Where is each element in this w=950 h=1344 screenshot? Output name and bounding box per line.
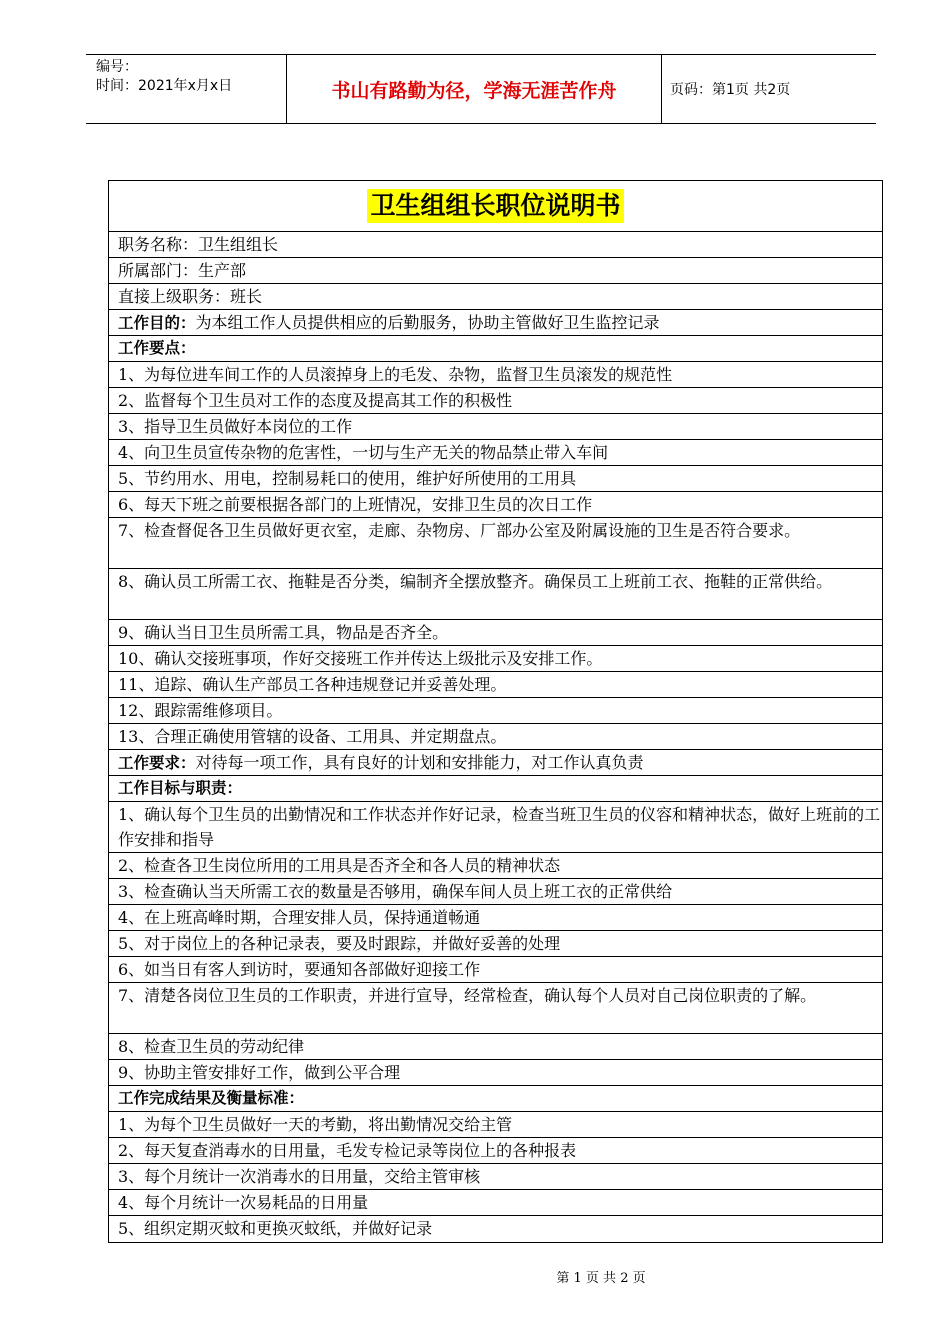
list-item: 1、为每个卫生员做好一天的考勤，将出勤情况交给主管	[109, 1112, 882, 1138]
list-item: 2、每天复查消毒水的日用量，毛发专检记录等岗位上的各种报表	[109, 1138, 882, 1164]
list-item: 6、如当日有客人到访时，要通知各部做好迎接工作	[109, 957, 882, 983]
key-points-heading: 工作要点：	[109, 336, 882, 362]
superior-row: 直接上级职务：班长	[109, 284, 882, 310]
list-item: 4、每个月统计一次易耗品的日用量	[109, 1190, 882, 1216]
list-item: 5、节约用水、用电，控制易耗口的使用，维护好所使用的工用具	[109, 466, 882, 492]
list-item: 1、确认每个卫生员的出勤情况和工作状态并作好记录，检查当班卫生员的仪容和精神状态，做好上班前的工作安排和指导	[109, 802, 882, 853]
list-item: 8、确认员工所需工衣、拖鞋是否分类，编制齐全摆放整齐。确保员工上班前工衣、拖鞋的正常供给。	[109, 569, 882, 620]
list-item: 7、检查督促各卫生员做好更衣室，走廊、杂物房、厂部办公室及附属设施的卫生是否符合要求。	[109, 518, 882, 569]
footer-page-number: 第 1 页 共 2 页	[556, 1271, 646, 1286]
header-motto: 书山有路勤为径，学海无涯苦作舟	[286, 55, 662, 123]
page-footer	[0, 1267, 950, 1286]
list-item: 4、在上班高峰时期，合理安排人员，保持通道畅通	[109, 905, 882, 931]
page-header	[86, 54, 876, 124]
header-page-label: 页码：第1页 共2页	[670, 82, 791, 98]
list-item: 9、协助主管安排好工作，做到公平合理	[109, 1060, 882, 1086]
position-name-row: 职务名称：卫生组组长	[109, 232, 882, 258]
purpose-label: 工作目的：	[118, 314, 196, 332]
list-item: 8、检查卫生员的劳动纪律	[109, 1034, 882, 1060]
list-item: 13、合理正确使用管辖的设备、工用具、并定期盘点。	[109, 724, 882, 750]
list-item: 7、清楚各岗位卫生员的工作职责，并进行宣导，经常检查，确认每个人员对自己岗位职责的了解。	[109, 983, 882, 1034]
list-item: 1、为每位进车间工作的人员滚掉身上的毛发、杂物，监督卫生员滚发的规范性	[109, 362, 882, 388]
results-heading: 工作完成结果及衡量标准：	[109, 1086, 882, 1112]
list-item: 12、跟踪需维修项目。	[109, 698, 882, 724]
list-item: 4、向卫生员宣传杂物的危害性，一切与生产无关的物品禁止带入车间	[109, 440, 882, 466]
list-item: 2、监督每个卫生员对工作的态度及提高其工作的积极性	[109, 388, 882, 414]
goals-heading: 工作目标与职责：	[109, 776, 882, 802]
list-item: 2、检查各卫生岗位所用的工用具是否齐全和各人员的精神状态	[109, 853, 882, 879]
requirements-label: 工作要求：	[118, 754, 196, 772]
list-item: 6、每天下班之前要根据各部门的上班情况，安排卫生员的次日工作	[109, 492, 882, 518]
list-item: 5、对于岗位上的各种记录表，要及时跟踪，并做好妥善的处理	[109, 931, 882, 957]
title-row	[109, 181, 882, 232]
header-time-label: 时间：2021年x月x日	[96, 78, 233, 94]
header-number-label: 编号：	[96, 59, 138, 75]
job-description-table	[108, 180, 883, 1243]
list-item: 3、指导卫生员做好本岗位的工作	[109, 414, 882, 440]
list-item: 11、追踪、确认生产部员工各种违规登记并妥善处理。	[109, 672, 882, 698]
department-row: 所属部门：生产部	[109, 258, 882, 284]
purpose-row	[109, 310, 882, 336]
list-item: 3、每个月统计一次消毒水的日用量，交给主管审核	[109, 1164, 882, 1190]
requirements-row	[109, 750, 882, 776]
purpose-text: 为本组工作人员提供相应的后勤服务，协助主管做好卫生监控记录	[195, 313, 660, 332]
requirements-text: 对待每一项工作，具有良好的计划和安排能力，对工作认真负责	[195, 753, 644, 772]
document-title: 卫生组组长职位说明书	[367, 189, 623, 223]
list-item: 10、确认交接班事项，作好交接班工作并传达上级批示及安排工作。	[109, 646, 882, 672]
header-meta	[86, 55, 286, 123]
list-item: 5、组织定期灭蚊和更换灭蚊纸，并做好记录	[118, 1219, 433, 1238]
list-item: 3、检查确认当天所需工衣的数量是否够用，确保车间人员上班工衣的正常供给	[109, 879, 882, 905]
list-item: 9、确认当日卫生员所需工具，物品是否齐全。	[109, 620, 882, 646]
